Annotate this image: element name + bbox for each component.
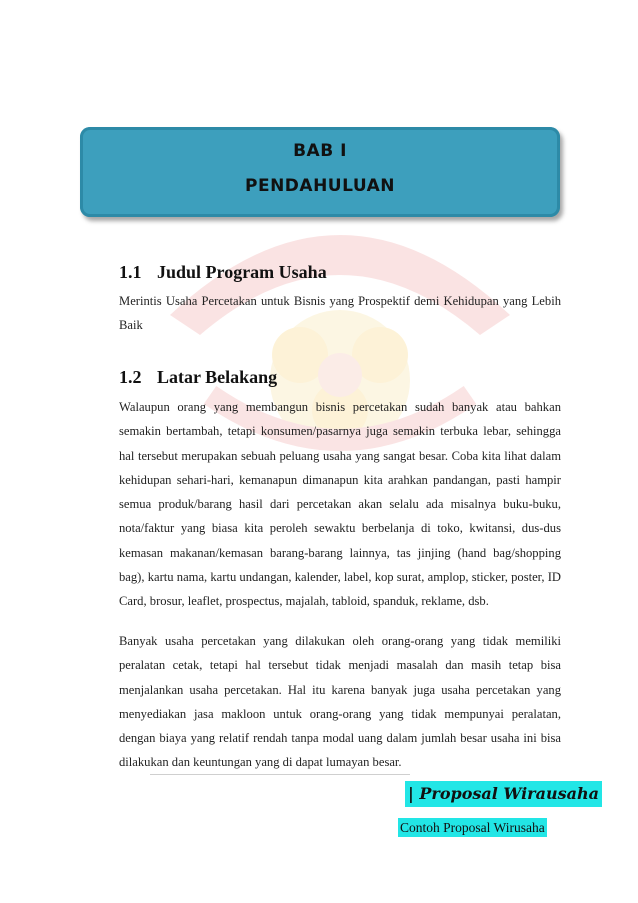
section-1-1-paragraph: Merintis Usaha Percetakan untuk Bisnis yang Prospektif demi Kehidupan yang Lebih Baik <box>119 294 561 333</box>
section-heading-1-2 <box>119 367 277 388</box>
section-title: Latar Belakang <box>157 367 278 387</box>
section-number: 1.1 <box>119 262 142 282</box>
footer-proposal-tag: | Proposal Wirausaha <box>405 781 602 807</box>
section-1-2-paragraph-2: Banyak usaha percetakan yang dilakukan oleh orang-orang yang tidak memiliki peralatan cetak, tetapi hal tersebut tidak menjadi masalah dan masih tetap bisa menjalankan usaha percetakan. Hal itu karena banyak juga usaha percetakan yang menyediakan jasa makloon untuk orang-orang yang tidak mempunyai peralatan, dengan biaya yang relatif rendah tanpa modal uang dalam jumlah besar usaha ini bisa dilakukan dan keuntungan yang di dapat lumayan besar. <box>119 634 561 770</box>
section-number: 1.2 <box>119 367 142 387</box>
footer-subtitle: Contoh Proposal Wirusaha <box>400 820 545 835</box>
footer-divider <box>150 774 410 775</box>
chapter-title: PENDAHULUAN <box>245 176 395 196</box>
chapter-number: BAB I <box>293 141 347 161</box>
chapter-banner <box>80 127 560 217</box>
section-1-2-paragraph-1: Walaupun orang yang membangun bisnis percetakan sudah banyak atau bahkan semakin bertambah, tetapi konsumen/pasarnya juga semakin terbuka lebar, sehingga hal tersebut merupakan sebuah peluang usaha yang sangat besar. Coba kita lihat dalam kehidupan sehari-hari, kemanapun dimanapun kita arahkan pandangan, pasti hampir semua produk/barang hasil dari percetakan akan selalu ada misalnya buku-buku, nota/faktur yang biasa kita peroleh sewaktu berbelanja di toko, kwitansi, dus-dus kemasan makanan/kemasan barang-barang lainnya, tas jinjing (hand bag/shopping bag), kartu nama, kartu undangan, kalender, label, kop surat, amplop, sticker, poster, ID Card, brosur, leaflet, prospectus, majalah, tabloid, spanduk, reklame, dsb. <box>119 400 561 609</box>
section-title: Judul Program Usaha <box>157 262 327 282</box>
section-heading-1-1 <box>119 262 327 283</box>
